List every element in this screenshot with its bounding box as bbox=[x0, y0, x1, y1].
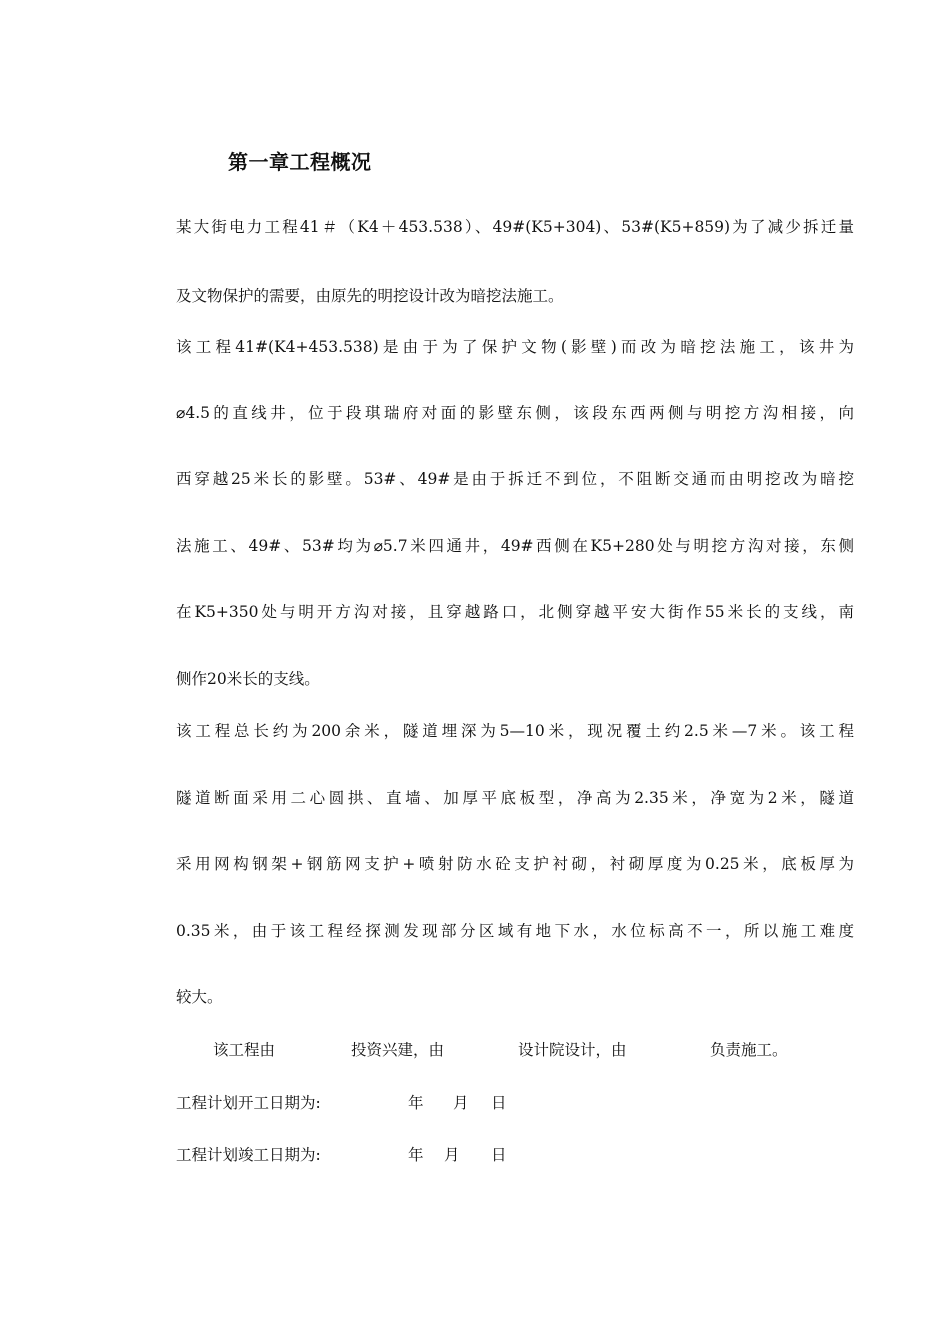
paragraph-line: 该工程总长约为200余米，隧道埋深为5—10米，现况覆土约2.5米—7米。该工程 bbox=[176, 722, 854, 740]
paragraph-line: ⌀4.5的直线井，位于段琪瑞府对面的影壁东侧，该段东西两侧与明挖方沟相接，向 bbox=[176, 404, 854, 422]
start-date-month: 月 bbox=[453, 1094, 469, 1112]
chapter-title: 第一章工程概况 bbox=[228, 150, 372, 174]
start-date-year: 年 bbox=[408, 1094, 424, 1112]
responsibility-text-3: 设计院设计，由 bbox=[518, 1041, 627, 1059]
paragraph-line: 及文物保护的需要，由原先的明挖设计改为暗挖法施工。 bbox=[176, 287, 564, 305]
responsibility-text-4: 负责施工。 bbox=[710, 1041, 788, 1059]
end-date-year: 年 bbox=[408, 1146, 424, 1164]
paragraph-line: 该工程41#(K4+453.538)是由于为了保护文物(影壁)而改为暗挖法施工，该井为 bbox=[176, 338, 854, 356]
start-date-label: 工程计划开工日期为: bbox=[176, 1094, 321, 1112]
start-date-day: 日 bbox=[491, 1094, 507, 1112]
end-date-day: 日 bbox=[491, 1146, 507, 1164]
responsibility-text-2: 投资兴建，由 bbox=[351, 1041, 445, 1059]
paragraph-line: 侧作20米长的支线。 bbox=[176, 670, 320, 688]
paragraph-line: 某大街电力工程41＃（K4＋453.538）、49#(K5+304)、53#(K5+859)为了减少拆迁量 bbox=[176, 218, 854, 236]
end-date-month: 月 bbox=[444, 1146, 460, 1164]
paragraph-line: 较大。 bbox=[176, 988, 223, 1006]
paragraph-line: 隧道断面采用二心圆拱、直墙、加厚平底板型，净高为2.35米，净宽为2米，隧道 bbox=[176, 789, 854, 807]
paragraph-line: 0.35米，由于该工程经探测发现部分区域有地下水，水位标高不一，所以施工难度 bbox=[176, 922, 854, 940]
paragraph-line: 采用网构钢架+钢筋网支护+喷射防水砼支护衬砌，衬砌厚度为0.25米，底板厚为 bbox=[176, 855, 854, 873]
responsibility-text-1: 该工程由 bbox=[213, 1041, 276, 1059]
paragraph-line: 法施工、49#、53#均为⌀5.7米四通井，49#西侧在K5+280处与明挖方沟对接，东侧 bbox=[176, 537, 854, 555]
end-date-label: 工程计划竣工日期为: bbox=[176, 1146, 321, 1164]
paragraph-line: 在K5+350处与明开方沟对接，且穿越路口，北侧穿越平安大街作55米长的支线，南 bbox=[176, 603, 854, 621]
paragraph-line: 西穿越25米长的影壁。53#、49#是由于拆迁不到位，不阻断交通而由明挖改为暗挖 bbox=[176, 470, 854, 488]
